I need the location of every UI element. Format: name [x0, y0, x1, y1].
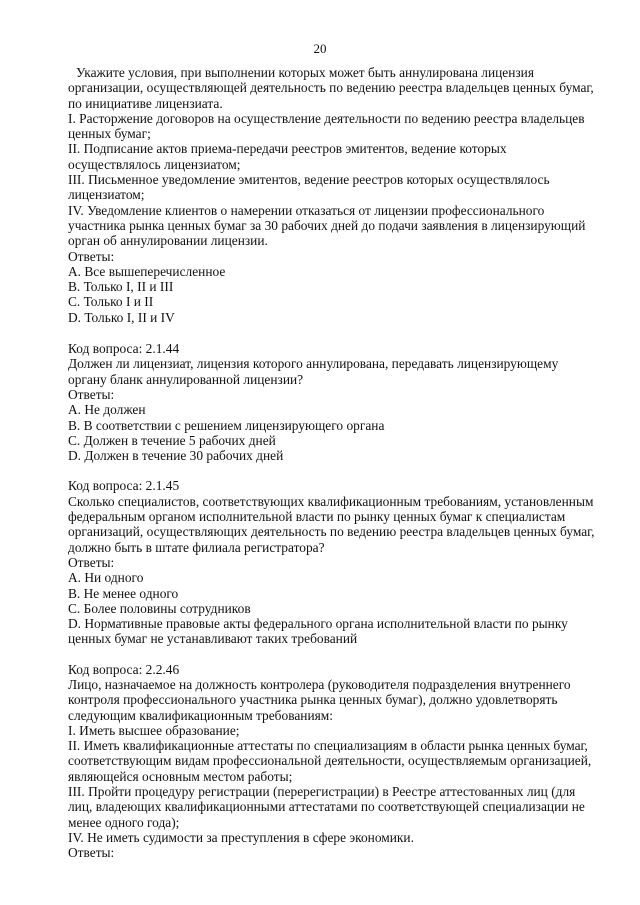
question-text-line: Лицо, назначаемое на должность контролера (руководителя подразделения внутреннего: [68, 676, 571, 692]
answer-option: C. Более половины сотрудников: [68, 600, 251, 616]
question-code: Код вопроса: 2.1.45: [68, 478, 180, 494]
page-content: [68, 65, 608, 876]
condition-line: I. Расторжение договоров на осуществление деятельности по ведению реестра владельцев: [68, 110, 585, 126]
condition-line: III. Пройти процедуру регистрации (перерегистрации) в Реестре аттестованных лиц (для: [68, 784, 576, 800]
question-text-line: Укажите условия, при выполнении которых может быть аннулирована лицензия: [76, 65, 535, 80]
condition-line: II. Иметь квалификационные аттестаты по специализациям в области рынка ценных бумаг,: [68, 738, 588, 754]
answer-option-continuation: ценных бумаг не устанавливают таких требований: [68, 631, 358, 647]
condition-line: являющейся основным местом работы;: [68, 768, 293, 784]
answer-option: A. Все вышеперечисленное: [68, 263, 226, 279]
answer-option: C. Только I и II: [68, 294, 154, 310]
condition-line: IV. Уведомление клиентов о намерении отказаться от лицензии профессионального: [68, 202, 545, 218]
answer-option: C. Должен в течение 5 рабочих дней: [68, 432, 276, 448]
answers-label: Ответы:: [68, 845, 115, 861]
condition-line: орган об аннулировании лицензии.: [68, 233, 268, 249]
answer-option: B. В соответствии с решением лицензирующего органа: [68, 417, 385, 433]
answer-option: B. Только I, II и III: [68, 279, 174, 295]
condition-line: II. Подписание актов приема-передачи реестров эмитентов, ведение которых: [68, 141, 507, 157]
question-block-2-1-45: [68, 478, 608, 646]
answer-option: D. Должен в течение 30 рабочих дней: [68, 448, 284, 464]
answer-option: D. Только I, II и IV: [68, 309, 175, 325]
answers-label: Ответы:: [68, 554, 115, 570]
answer-option: B. Не менее одного: [68, 585, 179, 601]
condition-line: осуществлялось лицензиатом;: [68, 156, 241, 172]
question-text-line: Сколько специалистов, соответствующих квалификационным требованиям, установленным: [68, 493, 594, 509]
condition-line: IV. Не иметь судимости за преступления в сфере экономики.: [68, 829, 414, 845]
question-text-line: Должен ли лицензиат, лицензия которого аннулирована, передавать лицензирующему: [68, 356, 559, 372]
question-text-line: федеральным органом исполнительной власти по рынку ценных бумаг к специалистам: [68, 509, 566, 525]
question-text-line: следующим квалификационным требованиям:: [68, 707, 333, 723]
question-text-line: должно быть в штате филиала регистратора?: [68, 539, 325, 555]
condition-line: ценных бумаг;: [68, 126, 151, 142]
page-number: 20: [313, 41, 327, 56]
condition-line: лиц, владеющих квалификационными аттестатами по соответствующей специализации не: [68, 799, 585, 815]
question-text-line: контроля профессионального участника рынка ценных бумаг), должно удовлетворять: [68, 692, 558, 708]
condition-line: III. Письменное уведомление эмитентов, ведение реестров которых осуществлялось: [68, 172, 550, 188]
answer-option: D. Нормативные правовые акты федерального органа исполнительной власти по рынку: [68, 616, 568, 632]
condition-line: менее одного года);: [68, 814, 180, 830]
question-block-intro: [68, 65, 608, 325]
question-text-line: по инициативе лицензиата.: [68, 95, 223, 111]
condition-line: участника рынка ценных бумаг за 30 рабочих дней до подачи заявления в лицензирующий: [68, 217, 586, 233]
condition-line: I. Иметь высшее образование;: [68, 722, 240, 738]
answers-label: Ответы:: [68, 248, 115, 264]
question-code: Код вопроса: 2.1.44: [68, 341, 180, 357]
question-code: Код вопроса: 2.2.46: [68, 661, 180, 677]
answer-option: A. Ни одного: [68, 570, 144, 586]
condition-line: соответствующим видам профессиональной деятельности, осуществляемым организацией,: [68, 753, 592, 769]
question-text-line: организации, осуществляющей деятельность по ведению реестра владельцев ценных бумаг,: [68, 80, 594, 96]
question-block-2-1-44: [68, 341, 608, 463]
question-text-line: организаций, осуществляющих деятельность по ведению реестра владельцев ценных бумаг,: [68, 524, 595, 540]
answers-label: Ответы:: [68, 386, 115, 402]
question-block-2-2-46: [68, 662, 608, 861]
question-text-line: органу бланк аннулированной лицензии?: [68, 371, 304, 387]
answer-option: A. Не должен: [68, 402, 146, 418]
condition-line: лицензиатом;: [68, 187, 145, 203]
